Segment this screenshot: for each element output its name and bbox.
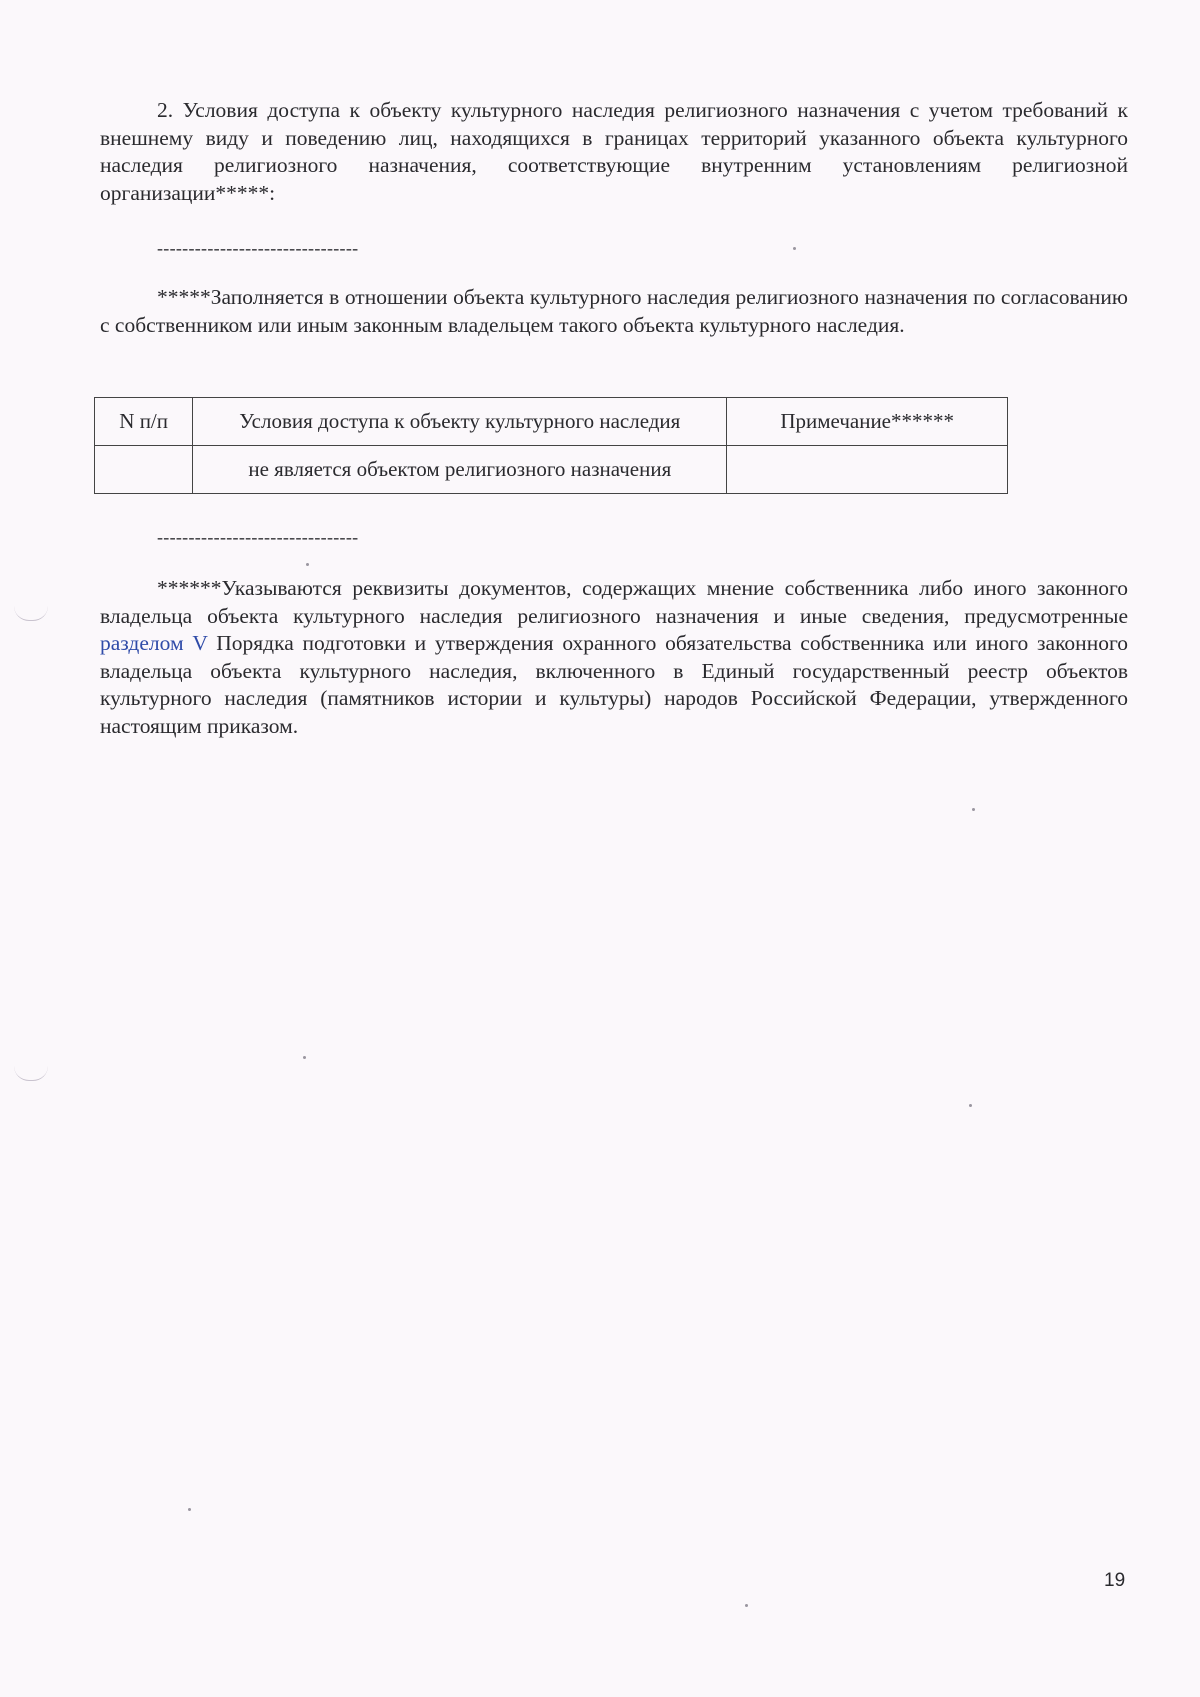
header-access-conditions: Условия доступа к объекту культурного наследия bbox=[193, 398, 727, 446]
header-number: N п/п bbox=[95, 398, 193, 446]
footnote-6 bbox=[100, 575, 1128, 740]
cell-note bbox=[727, 446, 1008, 494]
paragraph-access-conditions: 2. Условия доступа к объекту культурного наследия религиозного назначения с учетом требований к внешнему виду и поведению лиц, находящихся в границах территорий указанного объекта культурного наследия религиозного назначения, соответствующие внутренним установлениям религиозной организации*****: bbox=[100, 98, 1128, 205]
binder-hole-mark bbox=[14, 1066, 48, 1081]
footnote-separator: -------------------------------- bbox=[157, 527, 359, 547]
binder-hole-mark bbox=[14, 606, 48, 621]
table-header-row bbox=[95, 398, 1008, 446]
scan-speck bbox=[793, 247, 796, 250]
access-conditions-table bbox=[94, 397, 1008, 494]
scan-speck bbox=[306, 563, 309, 566]
scan-speck bbox=[745, 1604, 748, 1607]
cell-access-conditions: не является объектом религиозного назначения bbox=[193, 446, 727, 494]
footnote-6-text: ******Указываются реквизиты документов, содержащих мнение собственника либо иного законного владельца объекта культурного наследия религиозного назначения и иные сведения, предусмотренные bbox=[100, 576, 1128, 628]
scan-speck bbox=[188, 1508, 191, 1511]
page-number: 19 bbox=[1104, 1570, 1126, 1591]
footnote-separator: -------------------------------- bbox=[157, 238, 359, 258]
scan-speck bbox=[969, 1104, 972, 1107]
cell-number bbox=[95, 446, 193, 494]
footnote-6-text-cont: Порядка подготовки и утверждения охранного обязательства собственника или иного законного владельца объекта культурного наследия, включенного в Единый государственный реестр объектов культурного наследия (памятников истории и культуры) народов Российской Федерации, утвержденного настоящим приказом. bbox=[100, 631, 1128, 738]
scan-speck bbox=[303, 1056, 306, 1059]
table-row bbox=[95, 446, 1008, 494]
scan-speck bbox=[972, 808, 975, 811]
section-link[interactable]: разделом V bbox=[100, 631, 208, 655]
header-note: Примечание****** bbox=[727, 398, 1008, 446]
footnote-5: *****Заполняется в отношении объекта культурного наследия религиозного назначения по согласованию с собственником или иным законным владельцем такого объекта культурного наследия. bbox=[100, 285, 1128, 337]
